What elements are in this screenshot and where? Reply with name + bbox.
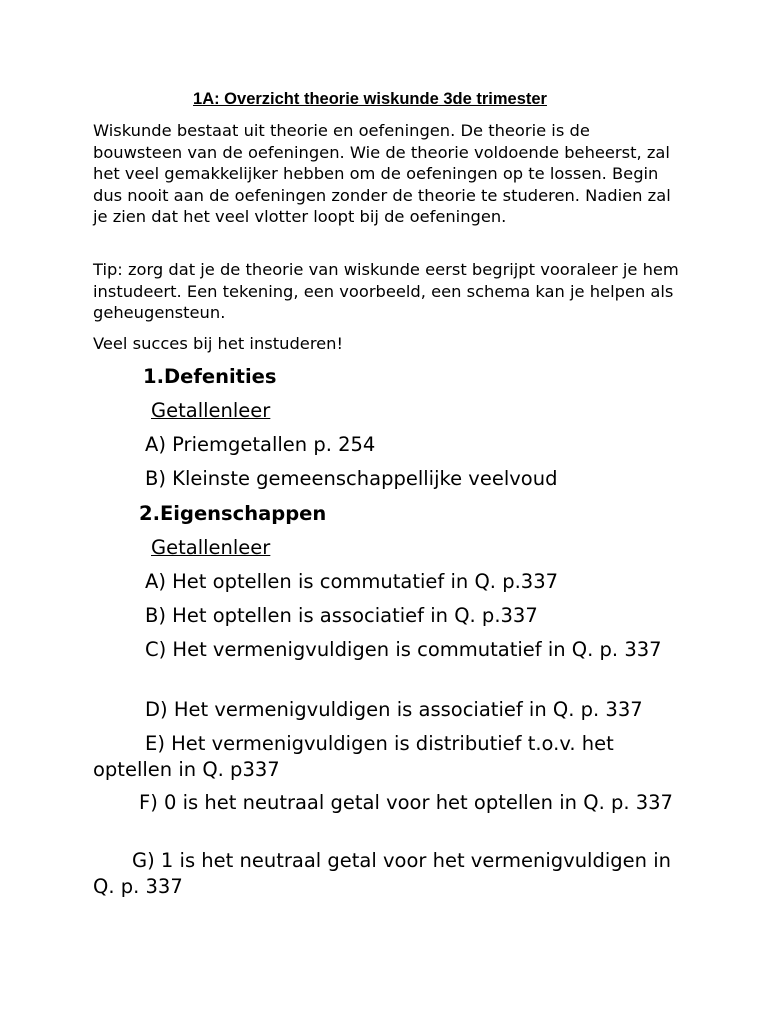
list-item: C) Het vermenigvuldigen is commutatief in Q. p. 337 [145, 638, 662, 661]
list-item: E) Het vermenigvuldigen is distributief t.o.v. het optellen in Q. p337 [93, 732, 614, 781]
section-subheading: Getallenleer [151, 536, 271, 559]
list-item: A) Priemgetallen p. 254 [145, 433, 376, 456]
list-item: F) 0 is het neutraal getal voor het optellen in Q. p. 337 [139, 791, 673, 814]
intro-paragraph: Wiskunde bestaat uit theorie en oefeningen. De theorie is de bouwsteen van de oefeningen. Wie de theorie voldoende beheerst, zal het veel gemakkelijker hebben om de oefeningen op te lossen. Begin dus nooit aan de oefeningen zonder de theorie te studeren. Nadien zal je zien dat het veel vlotter loopt bij de oefeningen. [93, 121, 671, 226]
list-item: B) Het optellen is associatief in Q. p.337 [145, 604, 538, 627]
list-item: G) 1 is het neutraal getal voor het vermenigvuldigen in Q. p. 337 [93, 849, 671, 898]
list-item: A) Het optellen is commutatief in Q. p.337 [145, 570, 559, 593]
section-heading-eigenschappen: 2.Eigenschappen [139, 502, 327, 525]
list-item: B) Kleinste gemeenschappellijke veelvoud [145, 467, 558, 490]
list-item: D) Het vermenigvuldigen is associatief in Q. p. 337 [145, 698, 643, 721]
closing-line: Veel succes bij het instuderen! [93, 334, 344, 353]
section-subheading: Getallenleer [151, 399, 271, 422]
document-title: 1A: Overzicht theorie wiskunde 3de trimester [193, 90, 547, 108]
section-heading-definities: 1.Defenities [143, 365, 277, 388]
tip-paragraph: Tip: zorg dat je de theorie van wiskunde eerst begrijpt vooraleer je hem instudeert. Een tekening, een voorbeeld, een schema kan je helpen als geheugensteun. [93, 260, 679, 322]
